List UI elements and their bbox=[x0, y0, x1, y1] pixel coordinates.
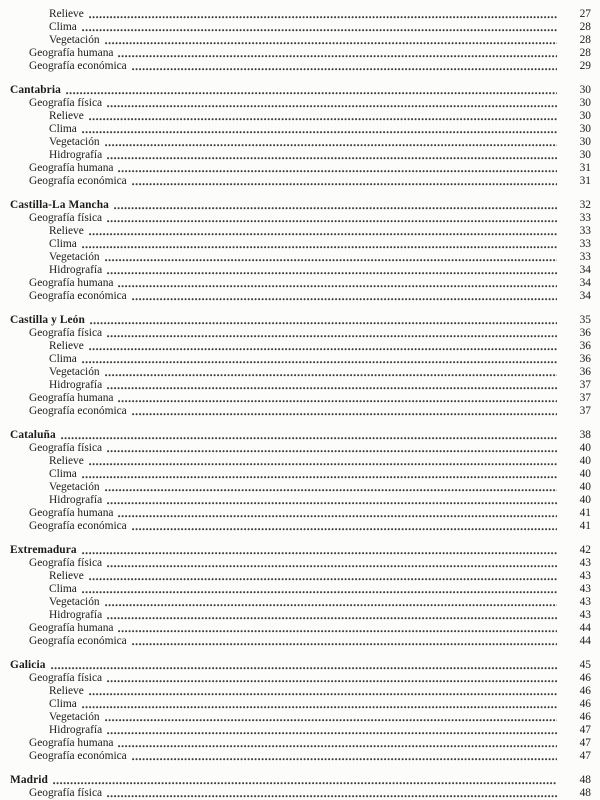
dot-leader bbox=[89, 577, 557, 581]
toc-entry-page: 30 bbox=[579, 110, 591, 122]
toc-entry bbox=[0, 366, 591, 379]
toc-entry-label: Geografía física bbox=[29, 557, 103, 569]
toc-entry-label: Clima bbox=[49, 353, 77, 365]
toc-entry-page: 44 bbox=[579, 622, 591, 634]
dot-leader bbox=[118, 514, 557, 518]
toc-entry-page: 31 bbox=[579, 175, 591, 187]
toc-entry bbox=[0, 47, 591, 60]
toc-entry bbox=[0, 123, 591, 136]
toc-entry-label: Geografía física bbox=[29, 672, 103, 684]
toc-entry bbox=[0, 737, 591, 750]
toc-entry-page: 40 bbox=[579, 481, 591, 493]
toc-entry bbox=[0, 724, 591, 737]
toc-entry-page: 43 bbox=[579, 583, 591, 595]
toc-entry-label: Vegetación bbox=[49, 481, 100, 493]
toc-entry bbox=[0, 84, 591, 97]
toc-entry-page: 45 bbox=[579, 659, 591, 671]
dot-leader bbox=[118, 629, 557, 633]
dot-leader bbox=[107, 386, 557, 390]
toc-entry bbox=[0, 583, 591, 596]
toc-entry-label: Relieve bbox=[49, 685, 84, 697]
toc-entry bbox=[0, 60, 591, 73]
toc-entry bbox=[0, 468, 591, 481]
toc-entry-label: Geografía humana bbox=[29, 507, 114, 519]
toc-entry-label: Hidrografía bbox=[49, 609, 103, 621]
toc-entry-label: Clima bbox=[49, 468, 77, 480]
dot-leader bbox=[82, 245, 557, 249]
dot-leader bbox=[107, 156, 557, 160]
toc-entry-label: Cantabria bbox=[10, 84, 61, 96]
toc-entry bbox=[0, 340, 591, 353]
dot-leader bbox=[89, 117, 557, 121]
dot-leader bbox=[105, 603, 557, 607]
dot-leader bbox=[107, 794, 557, 798]
toc-entry-label: Geografía humana bbox=[29, 392, 114, 404]
dot-leader bbox=[107, 501, 557, 505]
toc-entry bbox=[0, 494, 591, 507]
toc-entry-label: Relieve bbox=[49, 225, 84, 237]
toc-entry-page: 33 bbox=[579, 225, 591, 237]
dot-leader bbox=[132, 67, 557, 71]
toc-entry-page: 36 bbox=[579, 366, 591, 378]
toc-entry bbox=[0, 8, 591, 21]
toc-entry bbox=[0, 622, 591, 635]
toc-entry-page: 36 bbox=[579, 340, 591, 352]
toc-entry-page: 40 bbox=[579, 455, 591, 467]
toc-entry-label: Relieve bbox=[49, 340, 84, 352]
dot-leader bbox=[90, 321, 557, 325]
dot-leader bbox=[89, 232, 557, 236]
dot-leader bbox=[107, 271, 557, 275]
toc-entry-page: 42 bbox=[579, 544, 591, 556]
toc-entry-label: Geografía física bbox=[29, 97, 103, 109]
dot-leader bbox=[105, 488, 557, 492]
toc-entry bbox=[0, 21, 591, 34]
dot-leader bbox=[132, 642, 557, 646]
toc-entry-label: Geografía económica bbox=[29, 175, 127, 187]
toc-entry-label: Clima bbox=[49, 123, 77, 135]
toc-entry bbox=[0, 251, 591, 264]
toc-entry-page: 28 bbox=[579, 34, 591, 46]
toc-entry-page: 47 bbox=[579, 724, 591, 736]
toc-entry-label: Geografía económica bbox=[29, 60, 127, 72]
dot-leader bbox=[132, 412, 557, 416]
dot-leader bbox=[51, 666, 557, 670]
dot-leader bbox=[132, 527, 557, 531]
toc-entry-label: Galicia bbox=[10, 659, 46, 671]
toc-entry-page: 33 bbox=[579, 212, 591, 224]
toc-entry-page: 47 bbox=[579, 750, 591, 762]
toc-entry-label: Geografía física bbox=[29, 212, 103, 224]
dot-leader bbox=[105, 373, 557, 377]
toc-section bbox=[0, 774, 591, 800]
dot-leader bbox=[105, 41, 557, 45]
toc-entry bbox=[0, 34, 591, 47]
toc-entry bbox=[0, 97, 591, 110]
toc-entry bbox=[0, 750, 591, 763]
toc-entry-page: 46 bbox=[579, 672, 591, 684]
toc-entry bbox=[0, 238, 591, 251]
toc-entry-page: 34 bbox=[579, 264, 591, 276]
toc-entry-page: 47 bbox=[579, 737, 591, 749]
toc-entry-page: 46 bbox=[579, 711, 591, 723]
toc-entry-label: Relieve bbox=[49, 110, 84, 122]
toc-entry bbox=[0, 685, 591, 698]
dot-leader bbox=[82, 551, 557, 555]
toc-entry bbox=[0, 290, 591, 303]
toc-entry-label: Clima bbox=[49, 583, 77, 595]
toc-entry-page: 34 bbox=[579, 290, 591, 302]
toc-entry-label: Geografía humana bbox=[29, 47, 114, 59]
toc-entry-page: 28 bbox=[579, 47, 591, 59]
toc-entry bbox=[0, 110, 591, 123]
toc-entry-page: 36 bbox=[579, 353, 591, 365]
toc-entry-page: 41 bbox=[579, 507, 591, 519]
toc-entry bbox=[0, 225, 591, 238]
toc-entry bbox=[0, 442, 591, 455]
toc-entry-page: 30 bbox=[579, 136, 591, 148]
toc-entry-page: 43 bbox=[579, 570, 591, 582]
dot-leader bbox=[107, 564, 557, 568]
toc-entry bbox=[0, 507, 591, 520]
toc-entry-label: Geografía física bbox=[29, 327, 103, 339]
toc-entry-page: 43 bbox=[579, 596, 591, 608]
toc-entry bbox=[0, 212, 591, 225]
dot-leader bbox=[82, 28, 557, 32]
dot-leader bbox=[82, 705, 557, 709]
toc-entry-label: Clima bbox=[49, 21, 77, 33]
toc-entry-page: 29 bbox=[579, 60, 591, 72]
toc-entry bbox=[0, 405, 591, 418]
dot-leader bbox=[82, 360, 557, 364]
toc-entry bbox=[0, 429, 591, 442]
toc-entry-page: 30 bbox=[579, 123, 591, 135]
toc-entry-page: 40 bbox=[579, 442, 591, 454]
dot-leader bbox=[118, 284, 557, 288]
toc-entry bbox=[0, 392, 591, 405]
dot-leader bbox=[118, 399, 557, 403]
toc-entry bbox=[0, 672, 591, 685]
toc-entry-label: Hidrografía bbox=[49, 149, 103, 161]
toc-entry-page: 33 bbox=[579, 238, 591, 250]
dot-leader bbox=[82, 130, 557, 134]
toc-entry bbox=[0, 455, 591, 468]
toc-entry-label: Relieve bbox=[49, 455, 84, 467]
dot-leader bbox=[105, 143, 557, 147]
toc-entry bbox=[0, 787, 591, 800]
toc-entry-page: 46 bbox=[579, 698, 591, 710]
toc-entry-label: Castilla y León bbox=[10, 314, 85, 326]
toc-section bbox=[0, 659, 591, 763]
toc-entry-label: Vegetación bbox=[49, 34, 100, 46]
toc-entry-label: Geografía humana bbox=[29, 162, 114, 174]
dot-leader bbox=[118, 169, 557, 173]
toc-entry-label: Extremadura bbox=[10, 544, 77, 556]
toc-entry bbox=[0, 557, 591, 570]
toc-entry-label: Vegetación bbox=[49, 136, 100, 148]
dot-leader bbox=[89, 347, 557, 351]
dot-leader bbox=[132, 297, 557, 301]
toc-entry bbox=[0, 659, 591, 672]
toc-entry-label: Geografía humana bbox=[29, 737, 114, 749]
toc-entry bbox=[0, 635, 591, 648]
toc-entry bbox=[0, 698, 591, 711]
toc-section bbox=[0, 199, 591, 303]
toc-entry-label: Vegetación bbox=[49, 366, 100, 378]
toc-entry-page: 30 bbox=[579, 84, 591, 96]
toc-entry-page: 40 bbox=[579, 494, 591, 506]
dot-leader bbox=[132, 182, 557, 186]
dot-leader bbox=[107, 449, 557, 453]
dot-leader bbox=[107, 334, 557, 338]
toc-entry-page: 48 bbox=[579, 774, 591, 786]
toc-section bbox=[0, 544, 591, 648]
dot-leader bbox=[107, 731, 557, 735]
toc-entry-label: Relieve bbox=[49, 570, 84, 582]
toc-entry bbox=[0, 162, 591, 175]
toc-entry bbox=[0, 353, 591, 366]
toc-entry bbox=[0, 277, 591, 290]
toc-entry-page: 46 bbox=[579, 685, 591, 697]
toc-entry bbox=[0, 544, 591, 557]
toc-entry-label: Castilla-La Mancha bbox=[10, 199, 109, 211]
dot-leader bbox=[132, 757, 557, 761]
toc-entry-label: Geografía económica bbox=[29, 635, 127, 647]
toc-entry bbox=[0, 199, 591, 212]
toc-entry bbox=[0, 711, 591, 724]
toc-entry-label: Geografía humana bbox=[29, 277, 114, 289]
toc-entry-page: 37 bbox=[579, 392, 591, 404]
toc-entry-label: Vegetación bbox=[49, 711, 100, 723]
toc-entry bbox=[0, 264, 591, 277]
toc-entry-page: 44 bbox=[579, 635, 591, 647]
toc-entry-label: Vegetación bbox=[49, 596, 100, 608]
dot-leader bbox=[66, 91, 557, 95]
toc-entry-page: 38 bbox=[579, 429, 591, 441]
dot-leader bbox=[107, 616, 557, 620]
toc-entry bbox=[0, 481, 591, 494]
toc-entry-label: Relieve bbox=[49, 8, 84, 20]
toc-entry-page: 35 bbox=[579, 314, 591, 326]
dot-leader bbox=[114, 206, 557, 210]
dot-leader bbox=[82, 475, 557, 479]
toc-entry bbox=[0, 314, 591, 327]
toc-entry-label: Vegetación bbox=[49, 251, 100, 263]
dot-leader bbox=[105, 258, 557, 262]
toc-entry-page: 37 bbox=[579, 379, 591, 391]
toc-entry-label: Geografía económica bbox=[29, 750, 127, 762]
toc-entry bbox=[0, 774, 591, 787]
toc-section bbox=[0, 429, 591, 533]
toc-entry bbox=[0, 379, 591, 392]
toc-entry-page: 33 bbox=[579, 251, 591, 263]
dot-leader bbox=[61, 436, 557, 440]
toc-entry-label: Madrid bbox=[10, 774, 48, 786]
toc-entry-page: 48 bbox=[579, 787, 591, 799]
toc-entry-page: 40 bbox=[579, 468, 591, 480]
dot-leader bbox=[53, 781, 557, 785]
toc-entry-page: 37 bbox=[579, 405, 591, 417]
toc-entry-label: Geografía física bbox=[29, 787, 103, 799]
toc-entry-page: 28 bbox=[579, 21, 591, 33]
dot-leader bbox=[89, 692, 557, 696]
toc-section bbox=[0, 314, 591, 418]
toc-entry-label: Geografía física bbox=[29, 442, 103, 454]
toc-entry-label: Clima bbox=[49, 698, 77, 710]
toc-entry-label: Hidrografía bbox=[49, 494, 103, 506]
dot-leader bbox=[118, 54, 557, 58]
toc-entry-page: 34 bbox=[579, 277, 591, 289]
toc-entry-label: Geografía económica bbox=[29, 405, 127, 417]
dot-leader bbox=[107, 219, 557, 223]
dot-leader bbox=[118, 744, 557, 748]
toc-entry bbox=[0, 136, 591, 149]
dot-leader bbox=[107, 679, 557, 683]
toc-entry bbox=[0, 327, 591, 340]
toc-entry-page: 43 bbox=[579, 609, 591, 621]
toc-entry bbox=[0, 175, 591, 188]
toc-entry-page: 31 bbox=[579, 162, 591, 174]
dot-leader bbox=[89, 462, 557, 466]
toc-entry-label: Clima bbox=[49, 238, 77, 250]
toc-entry bbox=[0, 149, 591, 162]
toc-section bbox=[0, 84, 591, 188]
toc-entry-label: Cataluña bbox=[10, 429, 56, 441]
toc-entry-page: 27 bbox=[579, 8, 591, 20]
dot-leader bbox=[107, 104, 557, 108]
toc-section bbox=[0, 8, 591, 73]
toc-entry bbox=[0, 520, 591, 533]
toc-entry-page: 36 bbox=[579, 327, 591, 339]
toc-entry-label: Geografía económica bbox=[29, 290, 127, 302]
toc-entry-label: Hidrografía bbox=[49, 264, 103, 276]
toc-entry-page: 30 bbox=[579, 97, 591, 109]
toc-entry bbox=[0, 570, 591, 583]
dot-leader bbox=[105, 718, 557, 722]
dot-leader bbox=[89, 15, 557, 19]
toc-entry-label: Hidrografía bbox=[49, 724, 103, 736]
toc-entry-page: 30 bbox=[579, 149, 591, 161]
toc-entry-label: Geografía humana bbox=[29, 622, 114, 634]
toc-entry bbox=[0, 609, 591, 622]
toc-entry-page: 43 bbox=[579, 557, 591, 569]
dot-leader bbox=[82, 590, 557, 594]
toc-entry bbox=[0, 596, 591, 609]
toc-entry-label: Hidrografía bbox=[49, 379, 103, 391]
toc-entry-page: 32 bbox=[579, 199, 591, 211]
toc-entry-page: 41 bbox=[579, 520, 591, 532]
toc-entry-label: Geografía económica bbox=[29, 520, 127, 532]
